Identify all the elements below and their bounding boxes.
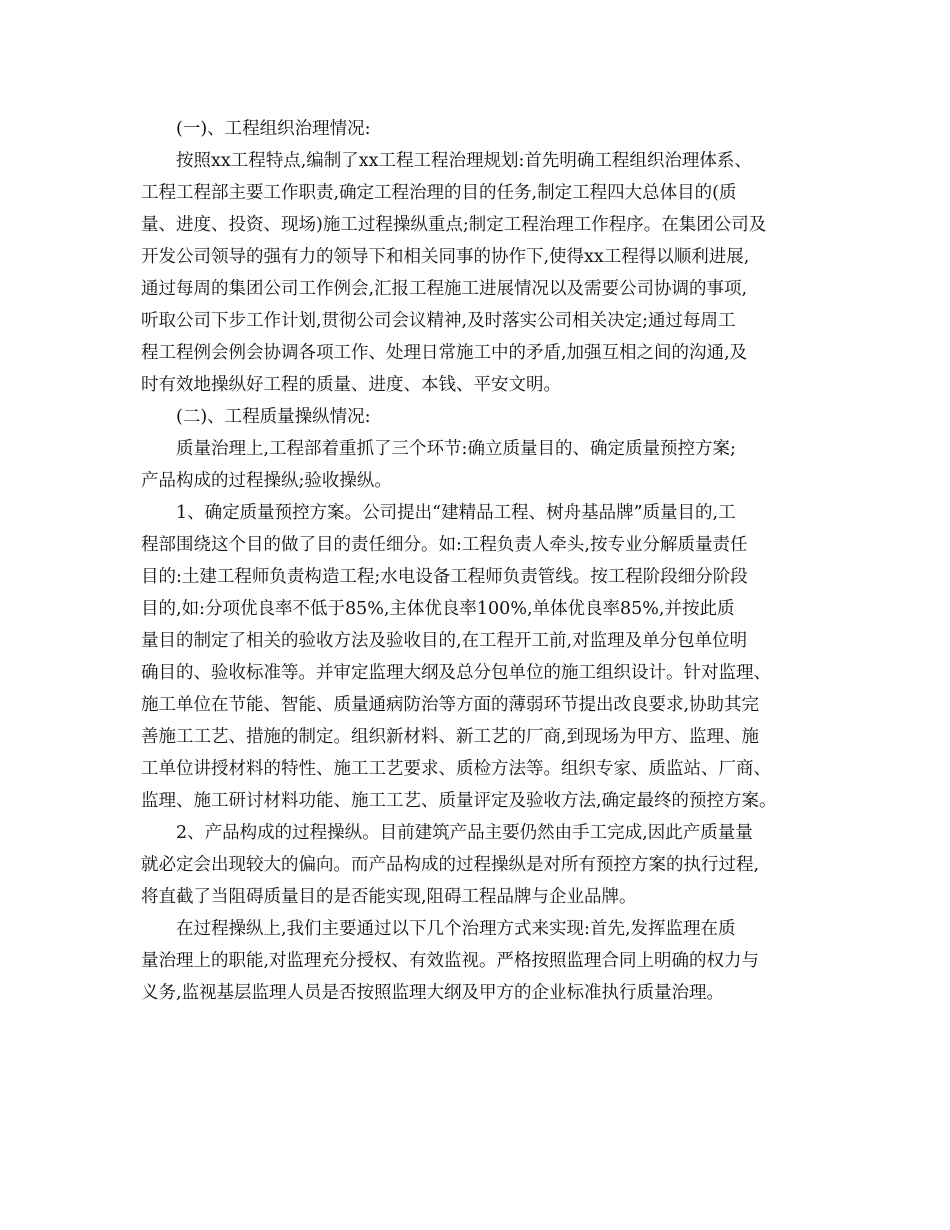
text-line: 开发公司领导的强有力的领导下和相关同事的协作下,使得xx工程得以顺利进展, xyxy=(141,247,750,267)
text-line: 量、进度、投资、现场)施工过程操纵重点;制定工程治理工作程序。在集团公司及 xyxy=(141,215,767,235)
text-line: 通过每周的集团公司工作例会,汇报工程施工进展情况以及需要公司协调的事项, xyxy=(141,279,748,299)
document-body xyxy=(141,113,821,1009)
text-line: 量目的制定了相关的验收方法及验收目的,在工程开工前,对监理及单分包单位明 xyxy=(141,631,748,651)
text-line: 2、产品构成的过程操纵。目前建筑产品主要仍然由手工完成,因此产质量量 xyxy=(176,823,753,843)
text-line: 善施工工艺、措施的制定。组织新材料、新工艺的厂商,到现场为甲方、监理、施 xyxy=(141,727,760,747)
text-line: 确目的、验收标准等。并审定监理大纲及总分包单位的施工组织设计。针对监理、 xyxy=(141,663,771,683)
paragraph-quality-plan xyxy=(141,497,821,817)
text-line: 程工程例会例会协调各项工作、处理日常施工中的矛盾,加强互相之间的沟通,及 xyxy=(141,343,748,363)
text-line: 在过程操纵上,我们主要通过以下几个治理方式来实现:首先,发挥监理在质 xyxy=(176,919,736,939)
text-line: 1、确定质量预控方案。公司提出“建精品工程、树舟基品牌”质量目的,工 xyxy=(176,503,736,523)
text-line: 质量治理上,工程部着重抓了三个环节:确立质量目的、确定质量预控方案; xyxy=(176,439,736,459)
text-line: 监理、施工研讨材料功能、施工工艺、质量评定及验收方法,确定最终的预控方案。 xyxy=(141,791,777,811)
text-line: 工程工程部主要工作职责,确定工程治理的目的任务,制定工程四大总体目的(质 xyxy=(141,183,737,203)
paragraph-process-control xyxy=(141,817,821,913)
text-line: 听取公司下步工作计划,贯彻公司会议精神,及时落实公司相关决定;通过每周工 xyxy=(141,311,736,331)
heading-text: (二)、工程质量操纵情况: xyxy=(176,407,371,427)
text-line: 时有效地操纵好工程的质量、进度、本钱、平安文明。 xyxy=(141,375,561,395)
text-line: 程部围绕这个目的做了目的责任细分。如:工程负责人牵头,按专业分解质量责任 xyxy=(141,535,748,555)
text-line: 就必定会出现较大的偏向。而产品构成的过程操纵是对所有预控方案的执行过程, xyxy=(141,855,760,875)
text-line: 量治理上的职能,对监理充分授权、有效监视。严格按照监理合同上明确的权力与 xyxy=(141,951,760,971)
paragraph-supervision xyxy=(141,913,821,1009)
text-line: 工单位讲授材料的特性、施工工艺要求、质检方法等。组织专家、质监站、厂商、 xyxy=(141,759,771,779)
paragraph-organization xyxy=(141,145,821,401)
text-line: 目的,如:分项优良率不低于85%,主体优良率100%,单体优良率85%,并按此质 xyxy=(141,599,735,619)
section-heading-1 xyxy=(141,113,821,145)
section-heading-2 xyxy=(141,401,821,433)
text-line: 将直截了当阻碍质量目的是否能实现,阻碍工程品牌与企业品牌。 xyxy=(141,887,637,907)
text-line: 义务,监视基层监理人员是否按照监理大纲及甲方的企业标准执行质量治理。 xyxy=(141,983,725,1003)
text-line: 按照xx工程特点,编制了xx工程工程治理规划:首先明确工程组织治理体系、 xyxy=(176,151,752,171)
text-line: 产品构成的过程操纵;验收操纵。 xyxy=(141,471,392,491)
paragraph-quality-intro xyxy=(141,433,821,497)
text-line: 施工单位在节能、智能、质量通病防治等方面的薄弱环节提出改良要求,协助其完 xyxy=(141,695,760,715)
text-line: 目的:土建工程师负责构造工程;水电设备工程师负责管线。按工程阶段细分阶段 xyxy=(141,567,748,587)
heading-text: (一)、工程组织治理情况: xyxy=(176,119,371,139)
